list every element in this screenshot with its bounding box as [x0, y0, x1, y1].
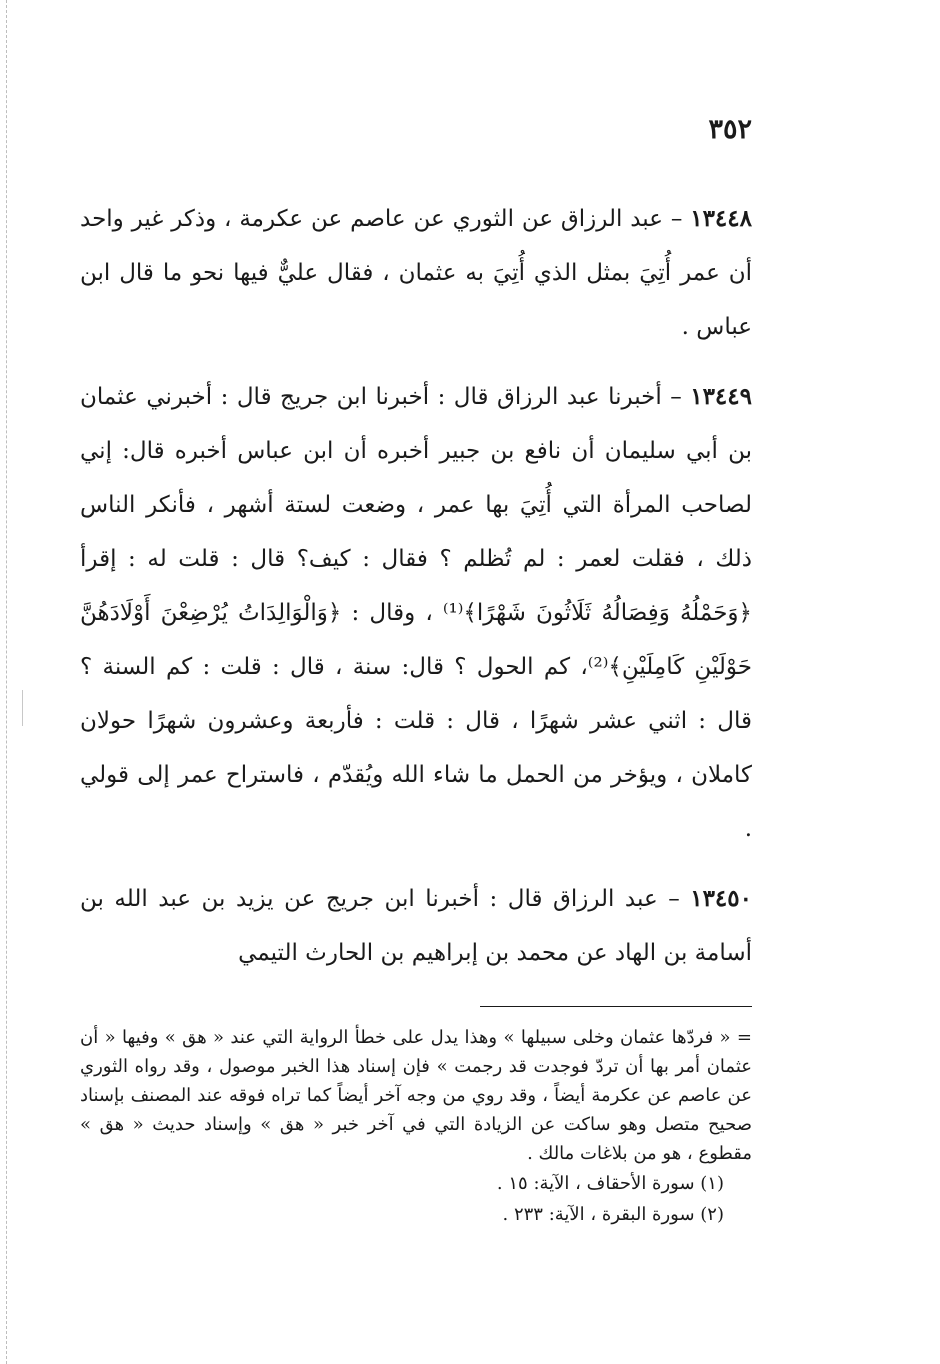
- hadith-entry-13448: [80, 192, 752, 354]
- footnotes-section: [80, 1023, 752, 1230]
- entry-text: – عبد الرزاق قال : أخبرنا ابن جريج عن يزيد بن عبد الله بن أسامة بن الهاد عن محمد بن إبراهيم بن الحارث التيمي: [80, 886, 752, 966]
- entry-number: ١٣٤٤٨: [690, 205, 752, 232]
- entry-number: ١٣٤٤٩: [690, 383, 752, 410]
- footnote-continuation: = « فردّها عثمان وخلى سبيلها » وهذا يدل على خطأ الرواية التي عند « هق » وفيها « أن عثمان أمر بها أن تردّ فوجدت قد رجمت » فإن إسناد هذا الخبر موصول ، وقد رواه الثوري عن عاصم عن عكرمة أيضاً ، وقد روي من وجه آخر أيضاً كما تراه فوقه عند المصنف بإسناد صحيح متصل وهو ساكت عن الزيادة التي في آخر خبر « هق » وإسناد حديث « هق » مقطوع ، هو من بلاغات مالك .: [80, 1027, 752, 1164]
- hadith-entry-13450: [80, 872, 752, 980]
- page-number: ٣٥٢: [708, 114, 752, 145]
- entry-text: – عبد الرزاق عن الثوري عن عاصم عن عكرمة ، وذكر غير واحد أن عمر أُتِيَ بمثل الذي أُتِيَ به عثمان ، فقال عليٌّ فيها نحو ما قال ابن عباس .: [80, 206, 752, 340]
- book-page: [80, 110, 752, 1230]
- scan-margin-mark: [22, 690, 23, 726]
- scan-border-line: [6, 0, 7, 1364]
- footnote-1: (١) سورة الأحقاف ، الآية: ١٥ .: [496, 1173, 724, 1194]
- hadith-entry-13449: [80, 370, 752, 856]
- entry-text: – أخبرنا عبد الرزاق قال : أخبرنا ابن جريج قال : أخبرني عثمان بن أبي سليمان أن نافع بن جبير أخبره أن ابن عباس أخبره قال: إني لصاحب المرأة التي أُتِيَ بها عمر ، وضعت لستة أشهر ، فأنكر الناس ذلك ، فقلت لعمر : لم تُظلم ؟ فقال : كيف؟ قال : قلت له : إقرأ ﴿وَحَمْلُهُ وَفِصَالُهُ ثَلَاثُونَ شَهْرًا﴾⁽¹⁾ ، وقال : ﴿وَالْوَالِدَاتُ يُرْضِعْنَ أَوْلَادَهُنَّ حَوْلَيْنِ كَامِلَيْنِ﴾⁽²⁾، كم الحول ؟ قال: سنة ، قال : قلت : كم السنة ؟ قال : اثني عشر شهرًا ، قال : قلت : فأربعة وعشرون شهرًا حولان كاملان ، ويؤخر من الحمل ما شاء الله ويُقدّم ، فاستراح عمر إلى قولي .: [80, 384, 752, 842]
- entry-number: ١٣٤٥٠: [690, 885, 752, 912]
- footnote-2: (٢) سورة البقرة ، الآية: ٢٣٣ .: [502, 1204, 724, 1225]
- footnote-separator: [480, 1006, 752, 1007]
